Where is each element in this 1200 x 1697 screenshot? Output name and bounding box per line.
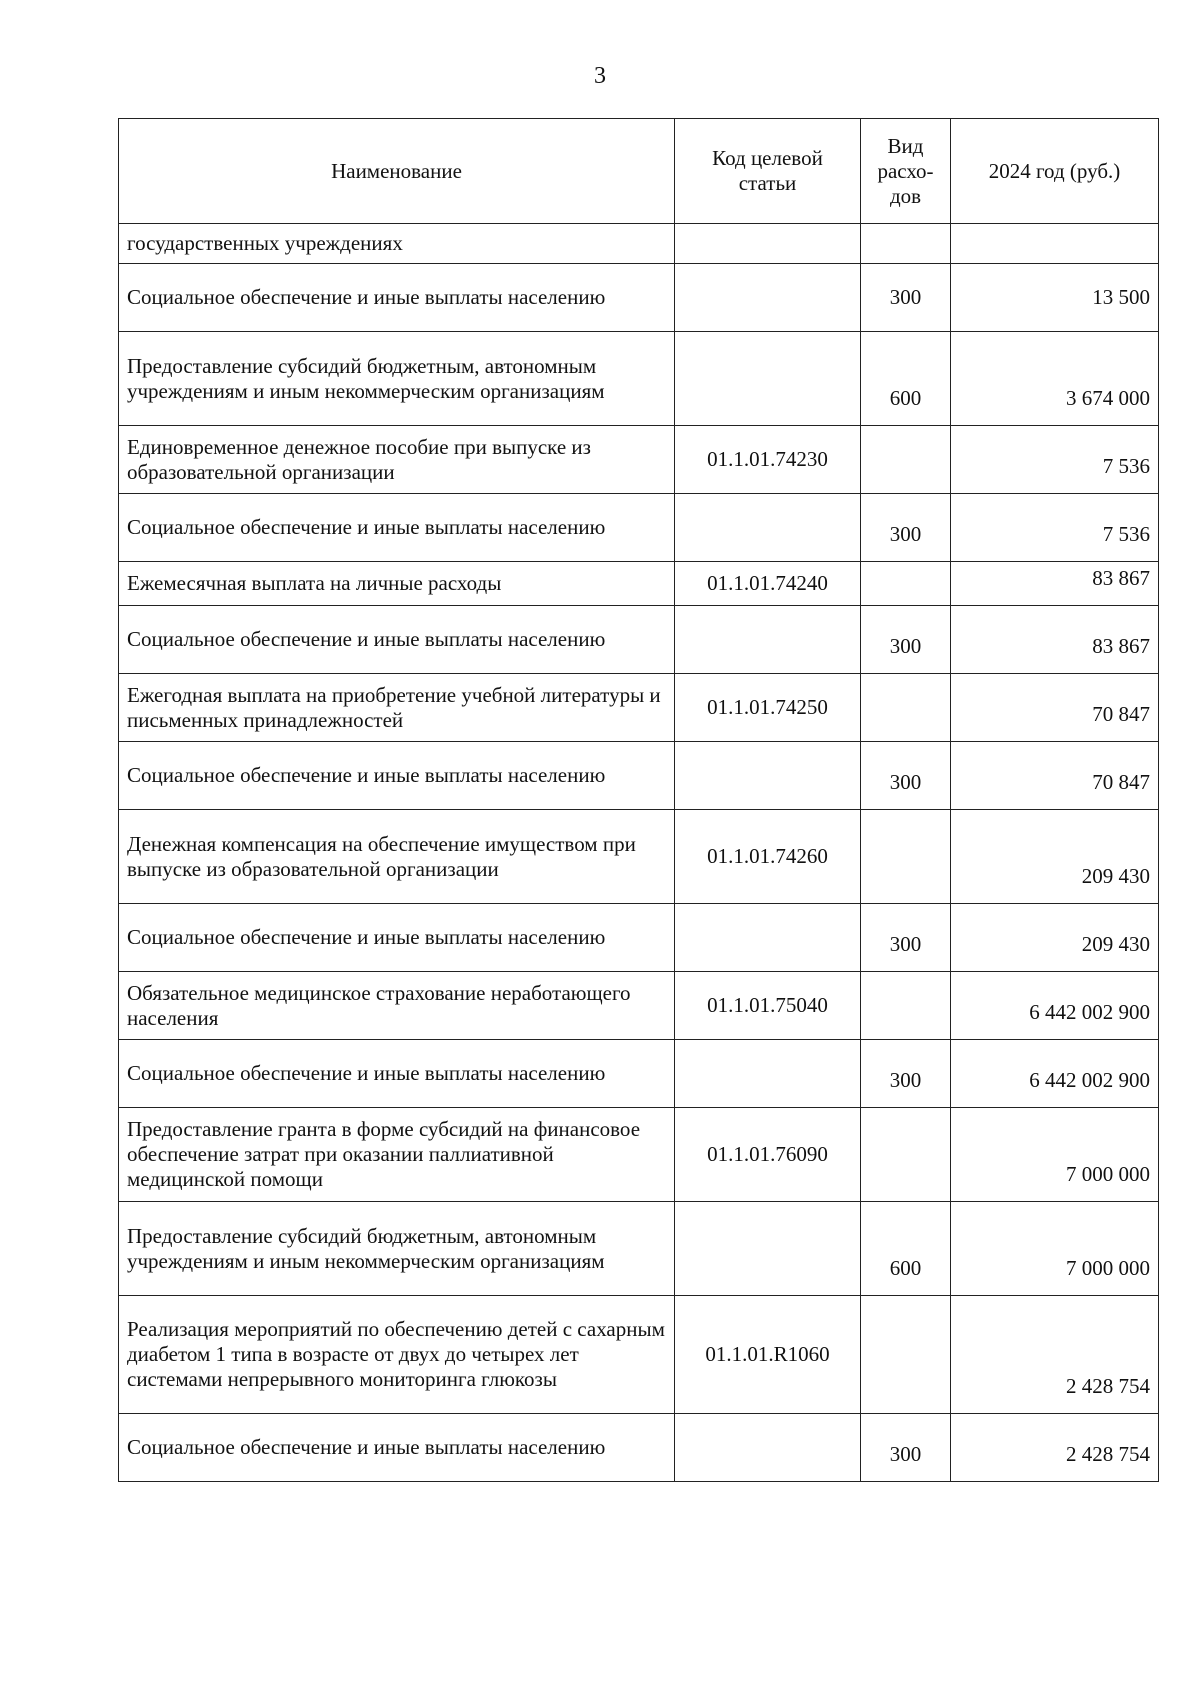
cell-type: 300 bbox=[861, 742, 951, 810]
table-row bbox=[119, 224, 1159, 264]
cell-code: 01.1.01.74240 bbox=[675, 562, 861, 606]
table-row bbox=[119, 972, 1159, 1040]
cell-code bbox=[675, 1202, 861, 1296]
cell-name: Социальное обеспечение и иные выплаты населению bbox=[119, 1040, 675, 1108]
cell-amount: 70 847 bbox=[951, 674, 1159, 742]
cell-code bbox=[675, 742, 861, 810]
table-body bbox=[119, 224, 1159, 1482]
table-row bbox=[119, 1108, 1159, 1202]
cell-type bbox=[861, 562, 951, 606]
cell-type: 300 bbox=[861, 606, 951, 674]
cell-code bbox=[675, 224, 861, 264]
cell-code bbox=[675, 1040, 861, 1108]
header-type: Вид расхо-дов bbox=[861, 119, 951, 224]
table-header-row bbox=[119, 119, 1159, 224]
table-row bbox=[119, 674, 1159, 742]
cell-code bbox=[675, 1414, 861, 1482]
cell-name: Социальное обеспечение и иные выплаты населению bbox=[119, 606, 675, 674]
cell-amount: 209 430 bbox=[951, 810, 1159, 904]
table-row bbox=[119, 494, 1159, 562]
cell-name: Реализация мероприятий по обеспечению детей с сахарным диабетом 1 типа в возрасте от двух до четырех лет системами непрерывного мониторинга глюкозы bbox=[119, 1296, 675, 1414]
cell-name: Единовременное денежное пособие при выпуске из образовательной организации bbox=[119, 426, 675, 494]
cell-amount: 7 000 000 bbox=[951, 1108, 1159, 1202]
cell-amount: 209 430 bbox=[951, 904, 1159, 972]
table-row bbox=[119, 1296, 1159, 1414]
table-row bbox=[119, 606, 1159, 674]
cell-type: 600 bbox=[861, 332, 951, 426]
table-row bbox=[119, 426, 1159, 494]
cell-amount: 7 536 bbox=[951, 426, 1159, 494]
table-row bbox=[119, 742, 1159, 810]
cell-type bbox=[861, 224, 951, 264]
cell-type: 300 bbox=[861, 904, 951, 972]
cell-code: 01.1.01.R1060 bbox=[675, 1296, 861, 1414]
cell-name: Предоставление субсидий бюджетным, автономным учреждениям и иным некоммерческим организациям bbox=[119, 1202, 675, 1296]
header-name: Наименование bbox=[119, 119, 675, 224]
cell-type bbox=[861, 1108, 951, 1202]
table-row bbox=[119, 904, 1159, 972]
cell-name: Социальное обеспечение и иные выплаты населению bbox=[119, 1414, 675, 1482]
cell-amount: 7 000 000 bbox=[951, 1202, 1159, 1296]
cell-code: 01.1.01.76090 bbox=[675, 1108, 861, 1202]
cell-type: 600 bbox=[861, 1202, 951, 1296]
cell-type bbox=[861, 674, 951, 742]
cell-amount: 2 428 754 bbox=[951, 1414, 1159, 1482]
cell-type bbox=[861, 1296, 951, 1414]
cell-type bbox=[861, 810, 951, 904]
cell-amount: 3 674 000 bbox=[951, 332, 1159, 426]
header-amount: 2024 год (руб.) bbox=[951, 119, 1159, 224]
cell-type bbox=[861, 972, 951, 1040]
cell-amount: 83 867 bbox=[951, 606, 1159, 674]
cell-name: Социальное обеспечение и иные выплаты населению bbox=[119, 742, 675, 810]
cell-amount: 6 442 002 900 bbox=[951, 1040, 1159, 1108]
cell-name: Предоставление субсидий бюджетным, автономным учреждениям и иным некоммерческим организациям bbox=[119, 332, 675, 426]
cell-name: государственных учреждениях bbox=[119, 224, 675, 264]
table-row bbox=[119, 264, 1159, 332]
cell-code: 01.1.01.74250 bbox=[675, 674, 861, 742]
table-row bbox=[119, 562, 1159, 606]
cell-type bbox=[861, 426, 951, 494]
cell-name: Ежегодная выплата на приобретение учебной литературы и письменных принадлежностей bbox=[119, 674, 675, 742]
cell-code bbox=[675, 606, 861, 674]
cell-name: Обязательное медицинское страхование неработающего населения bbox=[119, 972, 675, 1040]
cell-amount: 83 867 bbox=[951, 562, 1159, 606]
cell-amount: 70 847 bbox=[951, 742, 1159, 810]
table-row bbox=[119, 1040, 1159, 1108]
header-code: Код целевой статьи bbox=[675, 119, 861, 224]
cell-code: 01.1.01.75040 bbox=[675, 972, 861, 1040]
cell-name: Социальное обеспечение и иные выплаты населению bbox=[119, 494, 675, 562]
cell-amount: 13 500 bbox=[951, 264, 1159, 332]
cell-code: 01.1.01.74230 bbox=[675, 426, 861, 494]
cell-amount bbox=[951, 224, 1159, 264]
cell-code: 01.1.01.74260 bbox=[675, 810, 861, 904]
cell-code bbox=[675, 264, 861, 332]
cell-amount: 7 536 bbox=[951, 494, 1159, 562]
cell-code bbox=[675, 904, 861, 972]
table-row bbox=[119, 1202, 1159, 1296]
cell-name: Социальное обеспечение и иные выплаты населению bbox=[119, 904, 675, 972]
cell-amount: 6 442 002 900 bbox=[951, 972, 1159, 1040]
cell-amount: 2 428 754 bbox=[951, 1296, 1159, 1414]
page-number: 3 bbox=[594, 63, 606, 89]
table-row bbox=[119, 1414, 1159, 1482]
cell-name: Ежемесячная выплата на личные расходы bbox=[119, 562, 675, 606]
cell-code bbox=[675, 494, 861, 562]
cell-type: 300 bbox=[861, 264, 951, 332]
cell-type: 300 bbox=[861, 494, 951, 562]
cell-name: Денежная компенсация на обеспечение имуществом при выпуске из образовательной организации bbox=[119, 810, 675, 904]
table-row bbox=[119, 810, 1159, 904]
cell-name: Предоставление гранта в форме субсидий на финансовое обеспечение затрат при оказании паллиативной медицинской помощи bbox=[119, 1108, 675, 1202]
cell-type: 300 bbox=[861, 1414, 951, 1482]
cell-type: 300 bbox=[861, 1040, 951, 1108]
cell-code bbox=[675, 332, 861, 426]
cell-name: Социальное обеспечение и иные выплаты населению bbox=[119, 264, 675, 332]
budget-table bbox=[118, 118, 1159, 1482]
table-row bbox=[119, 332, 1159, 426]
